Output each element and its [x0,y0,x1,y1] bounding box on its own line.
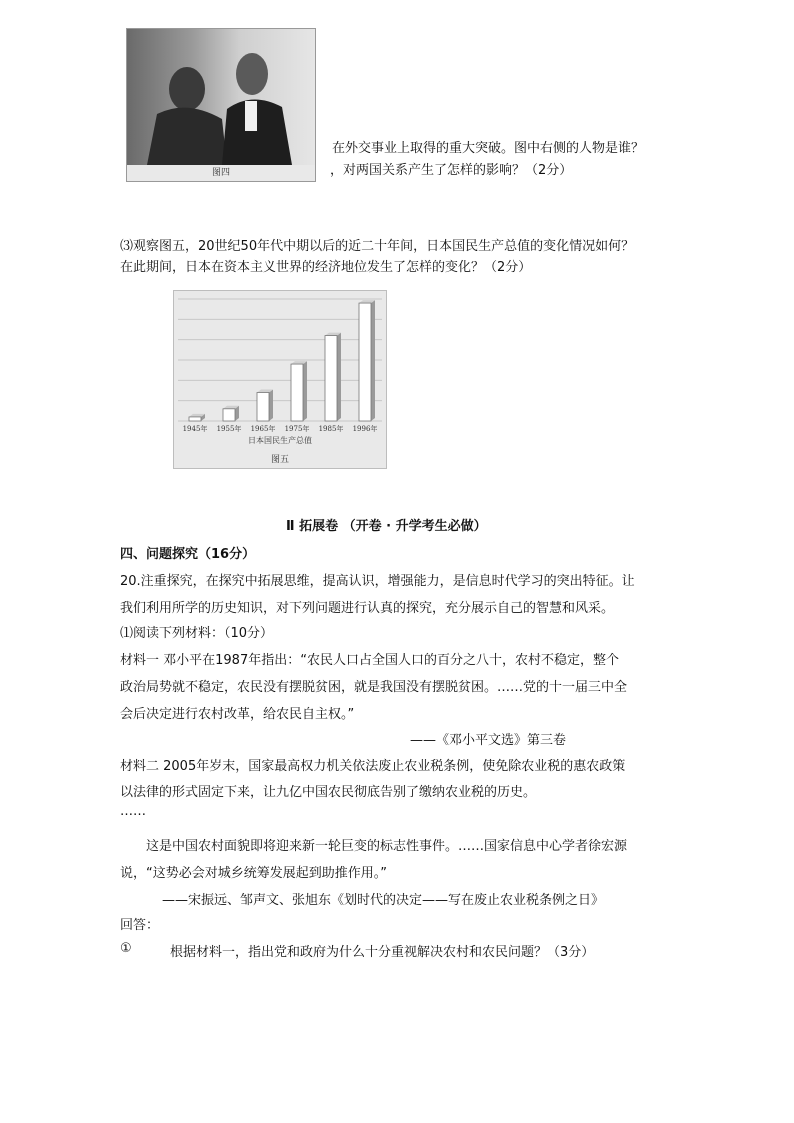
x-tick-label: 1985年 [318,425,344,433]
material1-source: ——《邓小平文选》第三卷 [410,733,567,748]
question3-line2: 在此期间，日本在资本主义世界的经济地位发生了怎样的变化？（2分） [120,260,532,275]
material2-line4: 说，“这势必会对城乡统筹发展起到助推作用。” [120,866,387,881]
q20-sub1: ⑴阅读下列材料：（10分） [120,626,274,641]
figure4-question-line2: ，对两国关系产生了怎样的影响？（2分） [330,163,573,178]
bar-chart [174,291,386,468]
question1-text: 根据材料一，指出党和政府为什么十分重视解决农村和农民问题？（3分） [170,945,595,960]
bar [257,393,269,421]
answer-label: 回答： [120,918,160,933]
material1-line1: 材料一 邓小平在1987年指出：“农民人口占全国人口的百分之八十，农村不稳定，整个 [120,653,619,668]
question1-number: ① [120,941,132,956]
x-tick-label: 1965年 [250,425,276,433]
chart-grid [178,299,382,421]
material2-line3: 这是中国农村面貌即将迎来新一轮巨变的标志性事件。……国家信息中心学者徐宏源 [146,839,628,854]
question3-line1: ⑶观察图五，20世纪50年代中期以后的近二十年间，日本国民生产总值的变化情况如何？ [120,239,635,254]
material1-line2: 政治局势就不稳定，农民没有摆脱贫困，就是我国没有摆脱贫困。……党的十一届三中全 [120,680,628,695]
x-tick-label: 1955年 [216,425,242,433]
photo-image [127,29,315,165]
x-tick-label: 1975年 [284,425,310,433]
figure4-question-line1: 在外交事业上取得的重大突破。图中右侧的人物是谁？ [332,141,645,156]
part4-heading: 四、问题探究（16分） [120,547,256,562]
section-heading: Ⅱ 拓展卷 （开卷 · 升学考生必做） [286,519,487,534]
bar [325,336,337,421]
photo-figures [127,29,315,165]
bar-side [337,333,341,421]
material2-line1: 材料二 2005年岁末，国家最高权力机关依法废止农业税条例，使免除农业税的惠农政策 [120,759,626,774]
q20-intro-line1: 20.注重探究，在探究中拓展思维，提高认识，增强能力，是信息时代学习的突出特征。让 [120,574,635,589]
x-tick-label: 1945年 [182,425,208,433]
figure4-photo [126,28,316,182]
figure4-caption: 图四 [127,165,315,181]
chart-title: 日本国民生产总值 [248,436,312,445]
material1-line3: 会后决定进行农村改革，给农民自主权。” [120,707,355,722]
chart-bars [189,300,375,421]
bar [189,417,201,421]
x-tick-label: 1996年 [352,425,378,433]
bar [223,409,235,421]
bar-side [371,300,375,421]
bar-side [269,390,273,421]
bar [291,364,303,421]
material2-line2: 以法律的形式固定下来，让九亿中国农民彻底告别了缴纳农业税的历史。 [120,785,537,800]
material2-source: ——宋振远、邹声文、张旭东《划时代的决定——写在废止农业税条例之日》 [162,893,605,908]
q20-intro-line2: 我们利用所学的历史知识，对下列问题进行认真的探究，充分展示自己的智慧和风采。 [120,601,615,616]
bar-side [303,361,307,421]
chart-figure-label: 图五 [270,455,290,465]
chart-ticks [183,424,378,433]
figure5-chart [173,290,387,469]
bar [359,303,371,421]
material2-ellipsis: …… [120,804,146,819]
